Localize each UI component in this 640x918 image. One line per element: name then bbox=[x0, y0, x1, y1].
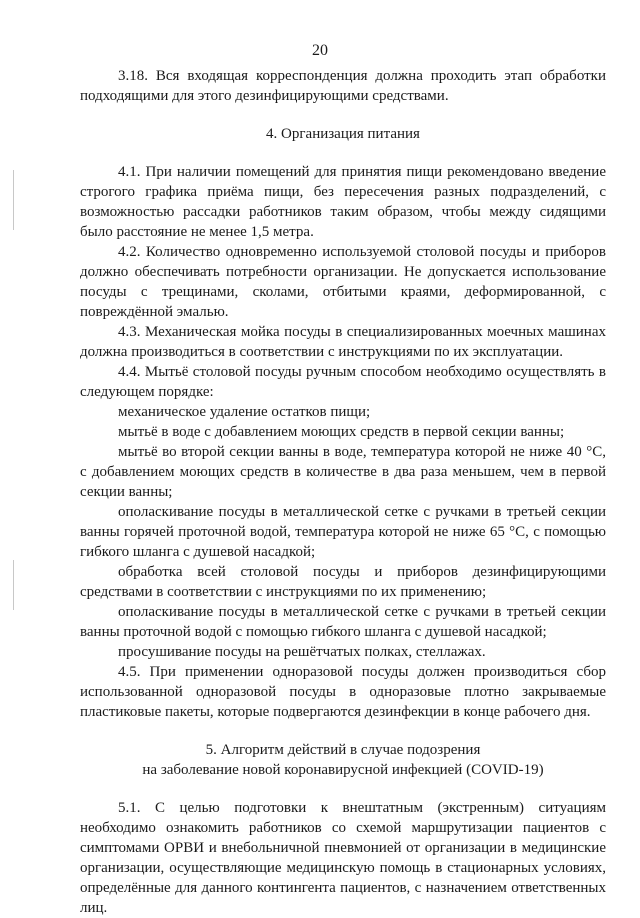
list-item-step: просушивание посуды на решётчатых полках, стеллажах. bbox=[118, 644, 486, 660]
paragraph-4-2: 4.2. Количество одновременно используемой столовой посуды и приборов должно обеспечивать потребности организации. Не допускается использование посуды с трещинами, сколами, отбитыми краями, деформированной, с повреждённой эмалью. bbox=[80, 244, 606, 320]
paragraph-5-1: 5.1. С целью подготовки к внештатным (экстренным) ситуациям необходимо ознакомить работников со схемой маршрутизации пациентов с симптомами ОРВИ и внебольничной пневмонией от организации в медицинские организации, осуществляющие медицинскую помощь в стационарных условиях, определённые для данного контингента пациентов, с назначением ответственных лиц. bbox=[80, 800, 606, 916]
paragraph-4-4: 4.4. Мытьё столовой посуды ручным способом необходимо осуществлять в следующем порядке: bbox=[80, 364, 606, 400]
paragraph-4-1: 4.1. При наличии помещений для принятия пищи рекомендовано введение строгого графика приёма пищи, без пересечения разных подразделений, с возможностью рассадки работников таким образом, чтобы между сидящими было расстояние не менее 1,5 метра. bbox=[80, 164, 606, 240]
list-item-step: ополаскивание посуды в металлической сетке с ручками в третьей секции ванны горячей проточной водой, температура которой не ниже 65 °С, с помощью гибкого шланга с душевой насадкой; bbox=[80, 504, 606, 560]
paragraph-4-5: 4.5. При применении одноразовой посуды должен производиться сбор использованной одноразовой посуды в одноразовые плотно закрываемые пластиковые пакеты, которые подвергаются дезинфекции в конце рабочего дня. bbox=[80, 664, 606, 720]
page-number: 20 bbox=[312, 42, 328, 59]
paragraph-4-3: 4.3. Механическая мойка посуды в специализированных моечных машинах должна производиться в соответствии с инструкциями по их эксплуатации. bbox=[80, 324, 606, 360]
list-item-step: мытьё в воде с добавлением моющих средств в первой секции ванны; bbox=[118, 424, 565, 440]
section-heading-5-line-2: на заболевание новой коронавирусной инфекцией (COVID-19) bbox=[142, 762, 544, 778]
list-item-step: обработка всей столовой посуды и приборов дезинфицирующими средствами в соответствии с инструкциями по их применению; bbox=[80, 564, 606, 600]
document-body bbox=[80, 66, 606, 918]
section-heading-4: 4. Организация питания bbox=[266, 126, 420, 142]
scan-margin-mark bbox=[13, 170, 14, 230]
list-item-step: механическое удаление остатков пищи; bbox=[118, 404, 371, 420]
list-item-step: мытьё во второй секции ванны в воде, температура которой не ниже 40 °С, с добавлением моющих средств в количестве в два раза меньшем, чем в первой секции ванны; bbox=[80, 444, 606, 500]
section-heading-5-line-1: 5. Алгоритм действий в случае подозрения bbox=[205, 742, 481, 758]
paragraph-3-18: 3.18. Вся входящая корреспонденция должна проходить этап обработки подходящими для этого дезинфицирующими средствами. bbox=[80, 68, 606, 104]
list-item-step: ополаскивание посуды в металлической сетке с ручками в третьей секции ванны проточной водой с помощью гибкого шланга с душевой насадкой; bbox=[80, 604, 606, 640]
scan-margin-mark bbox=[13, 560, 14, 610]
